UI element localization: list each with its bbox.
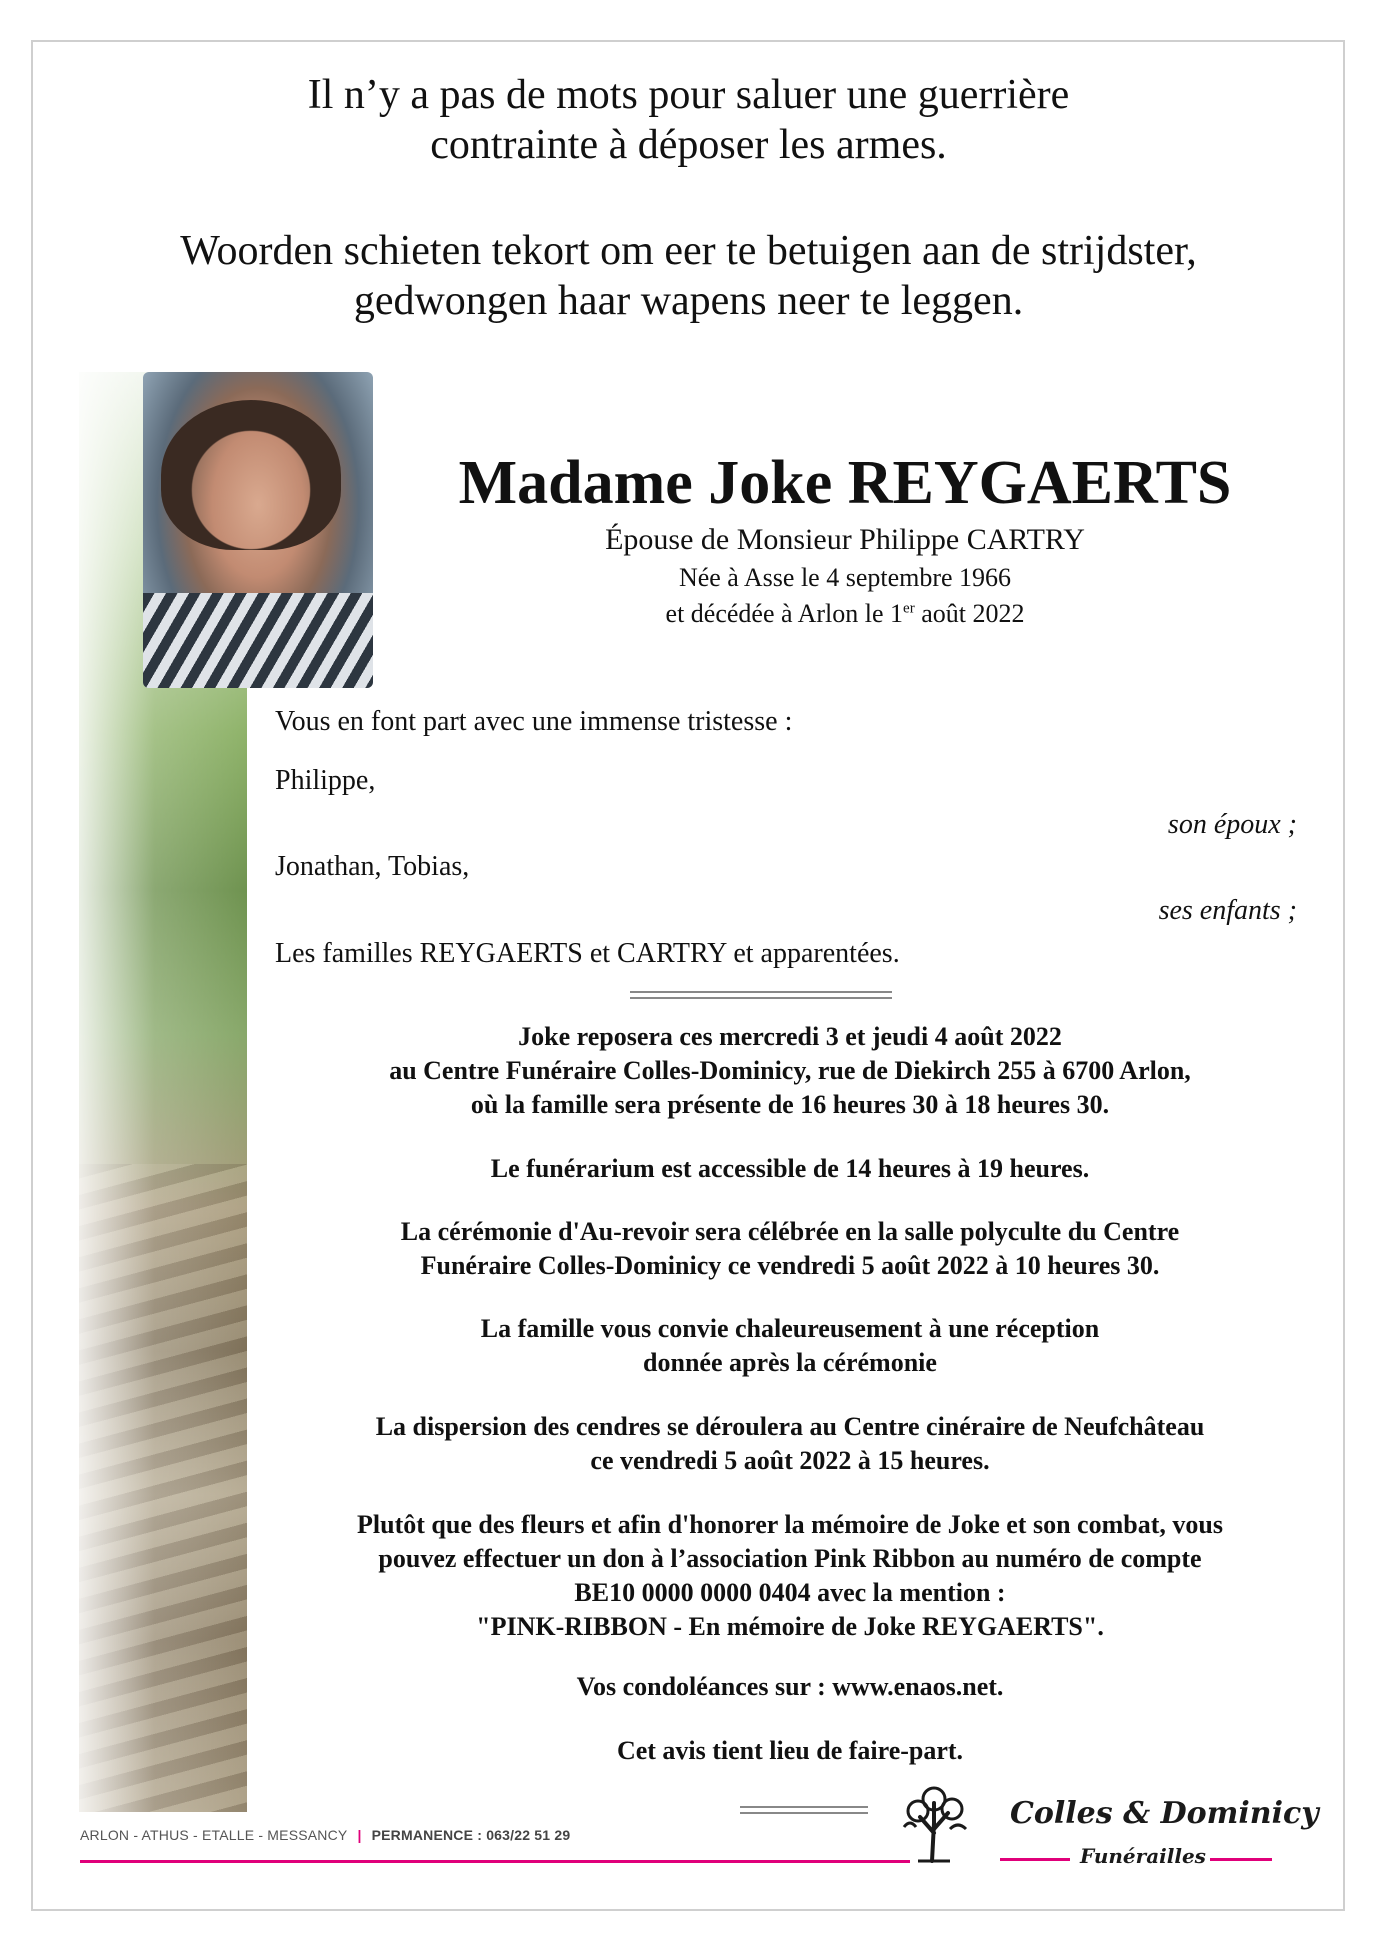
footer-separator: | bbox=[357, 1827, 362, 1843]
notice-condolences bbox=[260, 1670, 1320, 1704]
notice-visitation bbox=[260, 1020, 1320, 1122]
death-date-prefix: et décédée à Arlon le 1 bbox=[665, 599, 904, 628]
notice-line: donnée après la cérémonie bbox=[643, 1348, 937, 1377]
death-date-ordinal: er bbox=[903, 600, 915, 617]
notice-line: Cet avis tient lieu de faire-part. bbox=[616, 1736, 964, 1765]
notice-reception bbox=[260, 1312, 1320, 1380]
footer-permanence: PERMANENCE : 063/22 51 29 bbox=[371, 1827, 571, 1843]
quote-french bbox=[60, 70, 1317, 170]
footer-accent-line bbox=[80, 1860, 910, 1863]
deceased-name: Madame Joke REYGAERTS bbox=[458, 449, 1232, 517]
notice-ceremony bbox=[260, 1215, 1320, 1283]
spouse-line: Épouse de Monsieur Philippe CARTRY bbox=[605, 523, 1085, 556]
brand-accent-line bbox=[1000, 1858, 1070, 1861]
death-line bbox=[360, 598, 1330, 630]
notice-line: au Centre Funéraire Colles-Dominicy, rue de Diekirch 255 à 6700 Arlon, bbox=[389, 1056, 1191, 1085]
notice-line: Vos condoléances sur : www.enaos.net. bbox=[576, 1672, 1004, 1701]
notice-line: où la famille sera présente de 16 heures 30 à 18 heures 30. bbox=[470, 1090, 1110, 1119]
families-line: Les familles REYGAERTS et CARTRY et apparentées. bbox=[275, 938, 900, 969]
brand-name: Colles & Dominicy bbox=[1010, 1796, 1319, 1831]
divider bbox=[740, 1812, 868, 1814]
notice-line: ce vendredi 5 août 2022 à 15 heures. bbox=[590, 1446, 990, 1475]
quote-dutch bbox=[60, 226, 1317, 326]
notice-line: La cérémonie d'Au-revoir sera célébrée en la salle polyculte du Centre bbox=[400, 1217, 1180, 1246]
brand-accent-line bbox=[1210, 1858, 1272, 1861]
notice-line: Plutôt que des fleurs et afin d'honorer la mémoire de Joke et son combat, vous bbox=[357, 1510, 1223, 1539]
notice-line: La dispersion des cendres se déroulera au Centre cinéraire de Neufchâteau bbox=[375, 1412, 1205, 1441]
divider bbox=[630, 991, 892, 993]
divider bbox=[630, 997, 892, 999]
birth-line: Née à Asse le 4 septembre 1966 bbox=[678, 563, 1012, 592]
notice-line: Le funérarium est accessible de 14 heures à 19 heures. bbox=[490, 1154, 1090, 1183]
notice-line: BE10 0000 0000 0404 avec la mention : bbox=[574, 1578, 1006, 1607]
notice-hours bbox=[260, 1152, 1320, 1186]
family-member-relation: son époux ; bbox=[1167, 809, 1297, 840]
notice-line: Joke reposera ces mercredi 3 et jeudi 4 août 2022 bbox=[518, 1022, 1062, 1051]
notice-line: La famille vous convie chaleureusement à une réception bbox=[480, 1314, 1100, 1343]
quote-line: gedwongen haar wapens neer te leggen. bbox=[353, 278, 1024, 324]
notice-announcement bbox=[260, 1734, 1320, 1768]
quote-line: contrainte à déposer les armes. bbox=[430, 122, 947, 168]
divider bbox=[740, 1806, 868, 1808]
notice-ashes bbox=[260, 1410, 1320, 1478]
family-intro: Vous en font part avec une immense tristesse : bbox=[275, 706, 793, 737]
quote-line: Woorden schieten tekort om eer te betuigen aan de strijdster, bbox=[180, 228, 1197, 274]
notice-line: Funéraire Colles-Dominicy ce vendredi 5 août 2022 à 10 heures 30. bbox=[420, 1251, 1160, 1280]
footer-locations: ARLON - ATHUS - ETALLE - MESSANCY bbox=[80, 1827, 348, 1843]
family-member-names: Philippe, bbox=[275, 765, 376, 796]
family-member-relation: ses enfants ; bbox=[1158, 895, 1297, 926]
portrait-photo bbox=[143, 372, 373, 688]
brand-subtitle: Funérailles bbox=[1080, 1844, 1206, 1868]
footer-contact bbox=[80, 1827, 570, 1843]
quote-line: Il n’y a pas de mots pour saluer une guerrière bbox=[307, 72, 1070, 118]
family-member-names: Jonathan, Tobias, bbox=[275, 851, 470, 882]
notice-line: "PINK-RIBBON - En mémoire de Joke REYGAERTS". bbox=[476, 1612, 1104, 1641]
notice-donation bbox=[260, 1508, 1320, 1644]
death-date-suffix: août 2022 bbox=[914, 599, 1025, 628]
notice-line: pouvez effectuer un don à l’association Pink Ribbon au numéro de compte bbox=[378, 1544, 1202, 1573]
tree-logo-icon bbox=[890, 1783, 980, 1863]
